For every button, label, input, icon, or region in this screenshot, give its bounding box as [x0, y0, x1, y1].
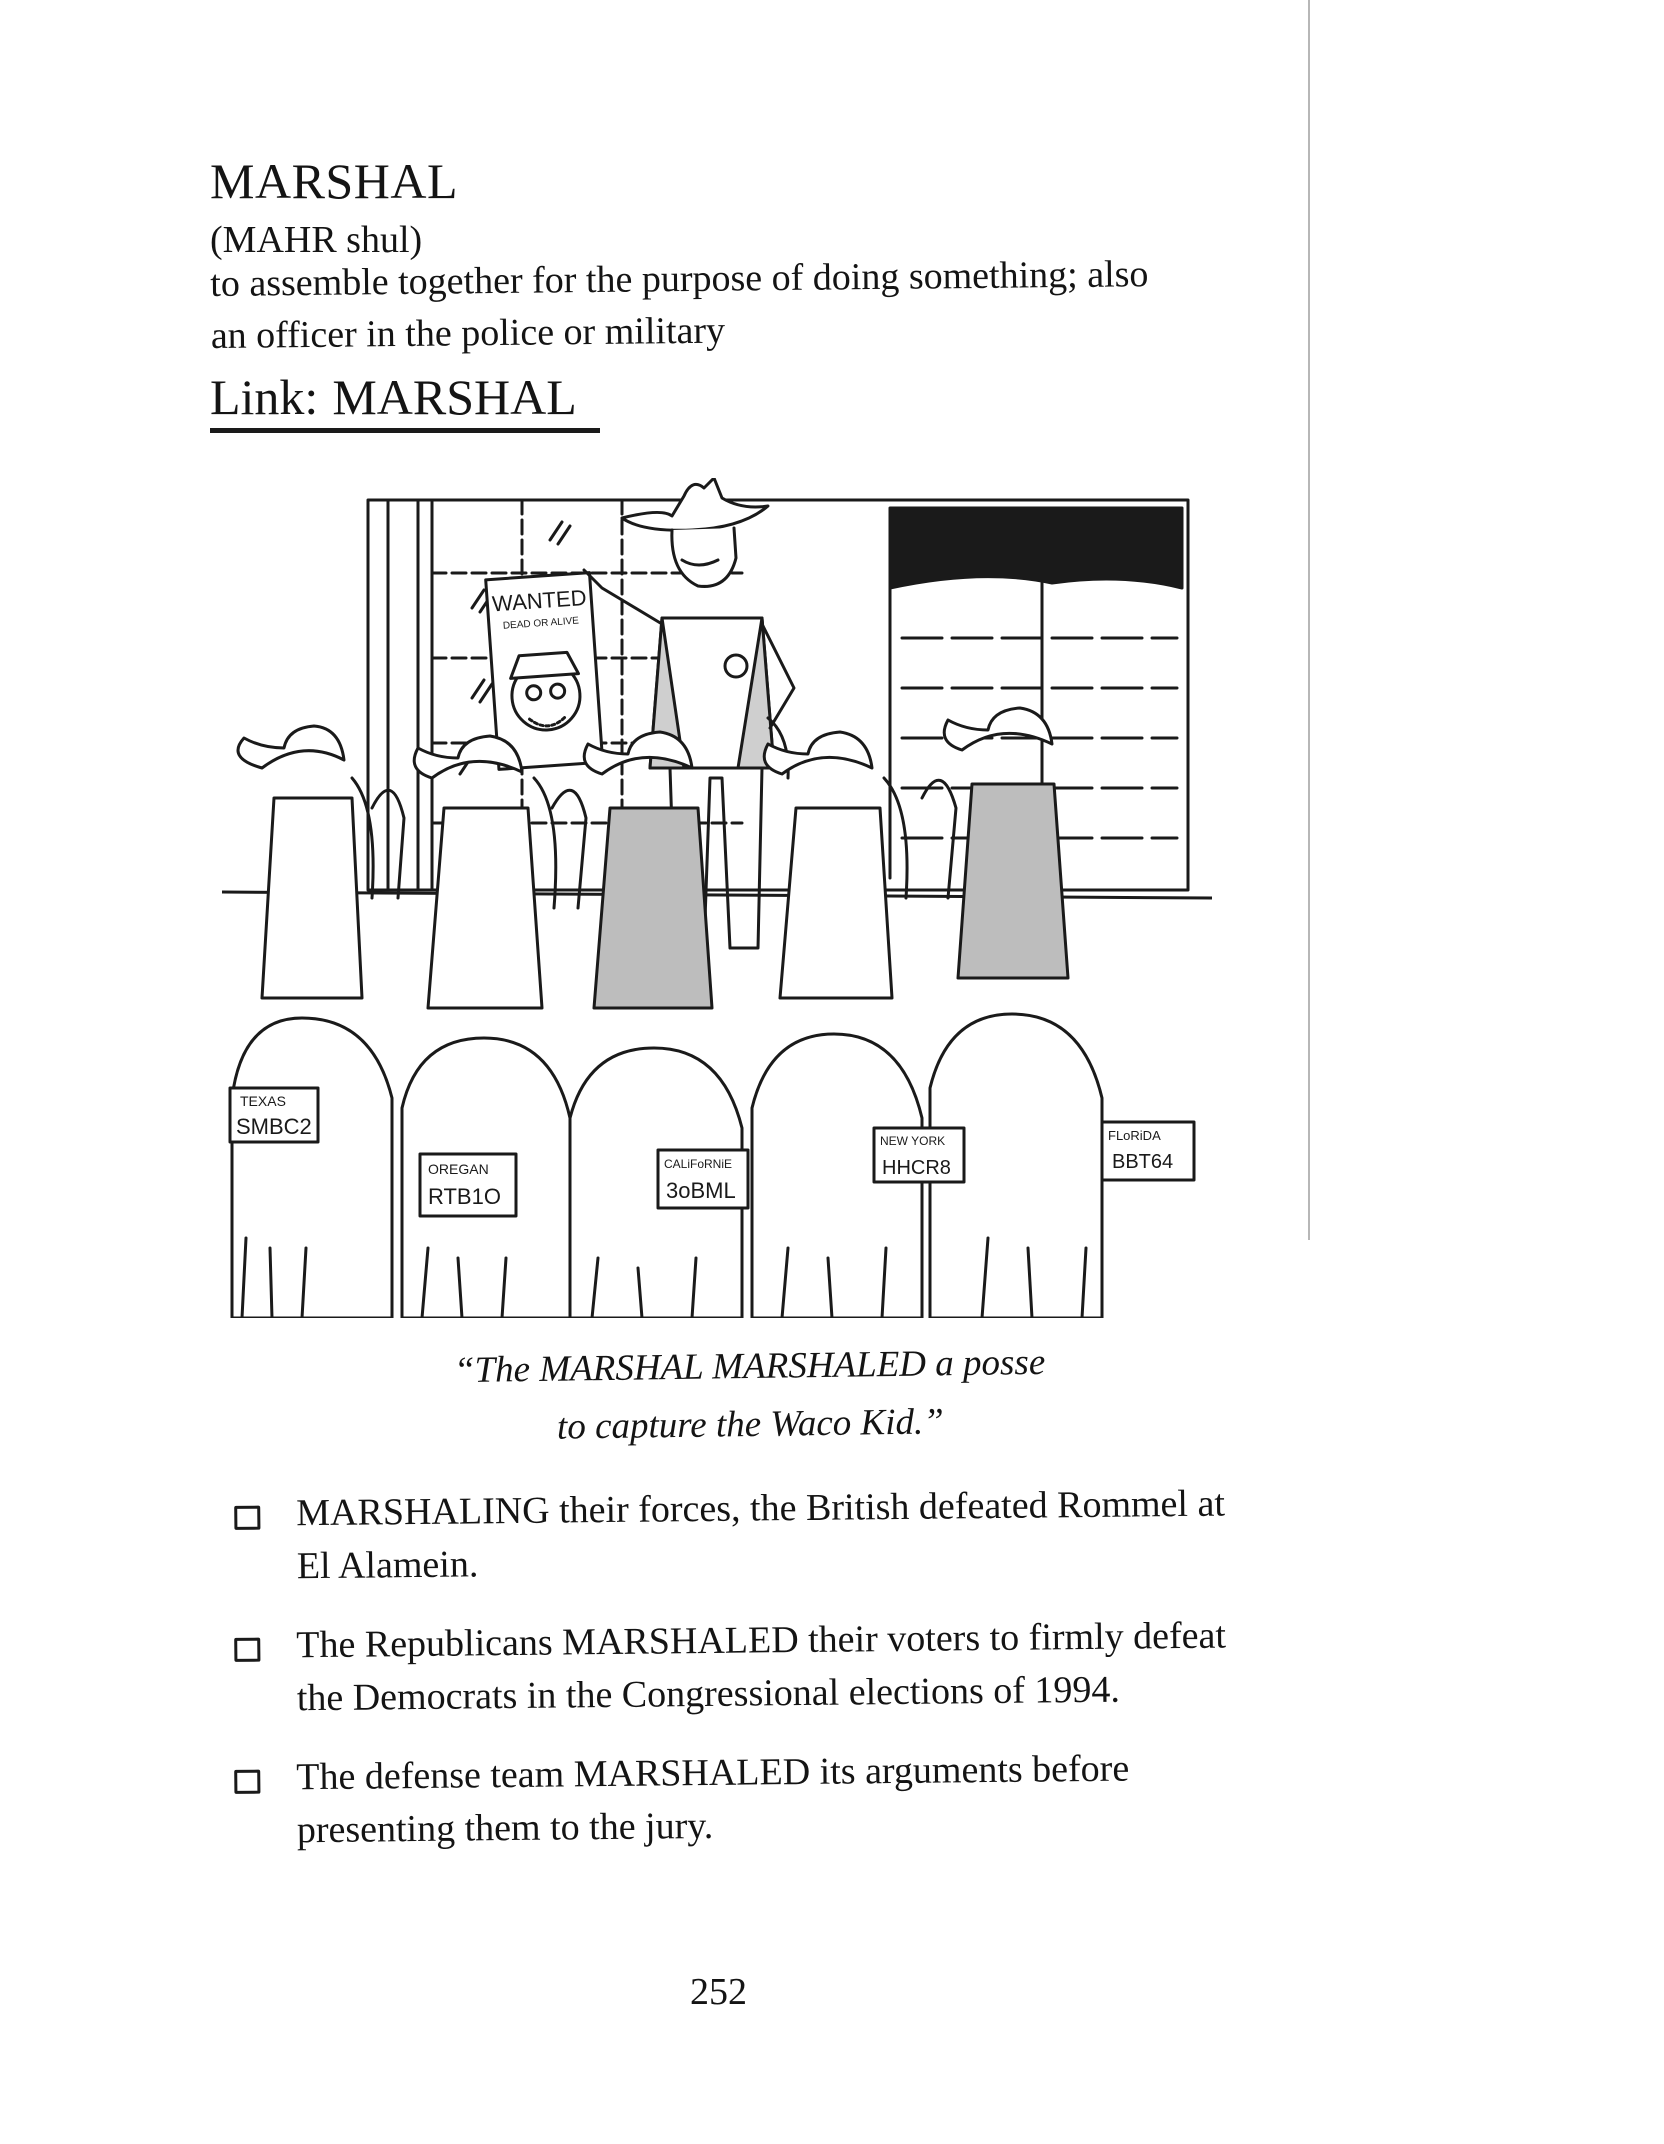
example-text: The Republicans MARSHALED their voters to firmly defeat the Democrats in the Congressional elections of 1994. — [296, 1614, 1227, 1720]
plate-texas — [230, 1088, 318, 1142]
plate-state: NEW YORK — [880, 1134, 946, 1148]
link-label: Link: — [210, 369, 319, 425]
poster-title: WANTED — [491, 584, 588, 617]
example-text: MARSHALING their forces, the British defeated Rommel at El Alamein. — [296, 1482, 1226, 1588]
plate-code: BBT64 — [1112, 1151, 1174, 1173]
poster-subtitle: DEAD OR ALIVE — [502, 615, 580, 632]
plate-california — [658, 1150, 748, 1208]
link-line — [210, 368, 577, 426]
example-item — [228, 1477, 1239, 1594]
plate-florida — [1102, 1122, 1194, 1180]
checkbox-icon — [234, 1638, 260, 1662]
example-sentences — [228, 1482, 1238, 1884]
plate-state: FLoRiDA — [1108, 1128, 1161, 1143]
plate-state: TEXAS — [240, 1093, 286, 1109]
example-item — [228, 1609, 1239, 1726]
plate-code: SMBC2 — [236, 1114, 312, 1139]
page-number: 252 — [690, 1971, 747, 2013]
cartoon-caption — [299, 1332, 1201, 1461]
checkbox-icon — [234, 1770, 260, 1794]
rider-texas — [232, 726, 392, 1318]
plate-new-york — [874, 1128, 964, 1182]
pronunciation: (MAHR shul) — [210, 219, 423, 261]
plate-state: OREGAN — [428, 1161, 489, 1177]
page-fold-line — [1308, 0, 1310, 1240]
checkbox-icon — [234, 1506, 260, 1530]
rider-california — [570, 732, 742, 1318]
caption-line: to capture the Waco Kid.” — [556, 1401, 945, 1448]
plate-code: HHCR8 — [882, 1157, 951, 1179]
posse-riders — [232, 708, 1102, 1318]
caption-line: “The MARSHAL MARSHALED a posse — [453, 1341, 1046, 1392]
example-item — [228, 1741, 1239, 1858]
marshal-posse-cartoon — [222, 478, 1212, 1318]
link-word: MARSHAL — [332, 369, 577, 425]
plate-code: RTB1O — [428, 1184, 501, 1209]
rider-florida — [930, 708, 1102, 1318]
link-underline — [210, 428, 600, 433]
example-text: The defense team MARSHALED its arguments before presenting them to the jury. — [296, 1747, 1130, 1852]
plate-state: CALiFoRNiE — [664, 1157, 733, 1171]
rider-new-york — [752, 732, 922, 1318]
plate-code: 3oBML — [666, 1178, 736, 1203]
definition: to assemble together for the purpose of doing something; also an officer in the police or military — [210, 253, 1149, 357]
headword: MARSHAL — [210, 153, 458, 209]
plate-oregan — [420, 1154, 516, 1216]
